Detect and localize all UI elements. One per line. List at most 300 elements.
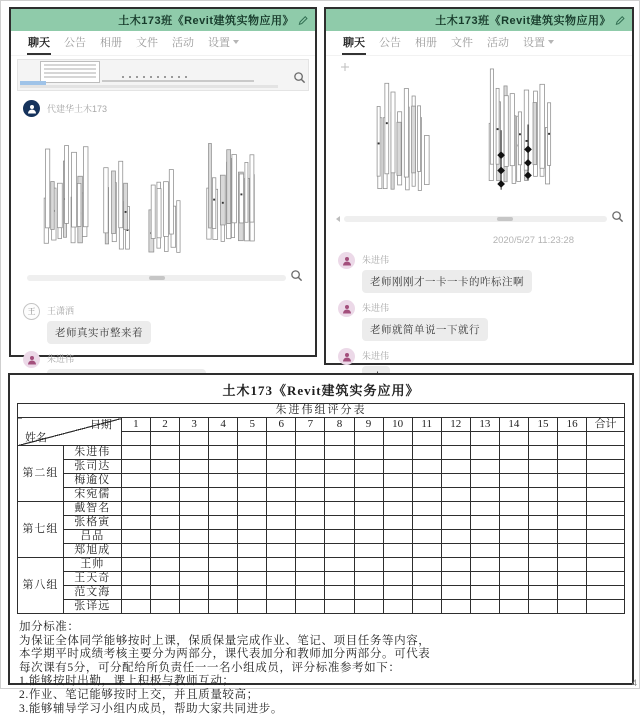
score-cell [296, 474, 325, 488]
score-cell [528, 572, 557, 586]
student-name: 王帅 [63, 558, 121, 572]
tab-files[interactable]: 文件 [136, 37, 158, 49]
score-cell [121, 558, 150, 572]
avatar[interactable] [23, 351, 40, 368]
score-cell [383, 530, 412, 544]
score-cell [558, 446, 587, 460]
tab-settings[interactable]: 设置 [201, 30, 246, 55]
score-cell [180, 446, 209, 460]
score-cell [180, 530, 209, 544]
score-cell [121, 530, 150, 544]
score-cell [470, 488, 499, 502]
model-image-attachment[interactable] [336, 60, 624, 210]
score-cell [150, 460, 179, 474]
score-cell [180, 572, 209, 586]
score-cell [121, 586, 150, 600]
score-cell [383, 572, 412, 586]
score-cell [441, 572, 470, 586]
note-line: 1.能够按时出勤，课上积极与教师互动； [19, 675, 235, 688]
day-column-header: 15 [528, 418, 557, 432]
score-cell [470, 474, 499, 488]
score-cell [325, 446, 354, 460]
score-cell [267, 544, 296, 558]
score-cell [238, 558, 267, 572]
score-cell [267, 488, 296, 502]
day-column-header: 5 [238, 418, 267, 432]
statusbar-line [102, 80, 254, 82]
score-cell [499, 474, 528, 488]
score-sheet-document [8, 373, 634, 715]
score-cell [441, 544, 470, 558]
message [338, 252, 632, 293]
score-cell [470, 446, 499, 460]
message-sender-row [23, 100, 315, 117]
sender-name: 代建华土木173 [47, 104, 108, 114]
score-cell [354, 586, 383, 600]
day-column-header: 6 [267, 418, 296, 432]
score-cell [296, 502, 325, 516]
score-cell [296, 544, 325, 558]
score-cell [558, 558, 587, 572]
message-sender-name: 朱进伟 [47, 354, 75, 364]
score-cell [121, 432, 150, 446]
tab-announcements[interactable]: 公告 [64, 37, 86, 49]
group-label: 第七组 [18, 502, 64, 558]
image-scroll-row [336, 210, 624, 228]
message-bubble: 老师刚刚才一卡一卡的咋标注啊 [362, 270, 532, 293]
score-cell [325, 600, 354, 614]
chat-title: 土木173班《Revit建筑实物应用》 [118, 15, 294, 27]
score-cell [470, 516, 499, 530]
chat-title: 土木173班《Revit建筑实物应用》 [435, 15, 611, 27]
score-cell [441, 446, 470, 460]
avatar[interactable] [23, 100, 40, 117]
score-cell [209, 516, 238, 530]
score-cell [209, 432, 238, 446]
score-cell [238, 502, 267, 516]
edit-title-icon[interactable] [298, 15, 309, 26]
day-column-header: 9 [354, 418, 383, 432]
score-cell [528, 516, 557, 530]
score-cell [354, 516, 383, 530]
score-cell [209, 558, 238, 572]
score-cell [238, 530, 267, 544]
score-cell [558, 586, 587, 600]
score-cell [383, 516, 412, 530]
score-cell [121, 600, 150, 614]
grading-notes [19, 621, 623, 716]
score-cell [441, 432, 470, 446]
score-cell [267, 432, 296, 446]
shared-screen-snippet[interactable] [17, 59, 309, 91]
message-sender-name: 朱进伟 [362, 255, 390, 265]
score-cell [238, 488, 267, 502]
score-cell [325, 586, 354, 600]
score-cell [354, 460, 383, 474]
score-cell [267, 502, 296, 516]
score-cell [121, 446, 150, 460]
score-cell [354, 446, 383, 460]
score-cell [558, 572, 587, 586]
pile-model-rendering [27, 119, 303, 267]
score-cell [296, 558, 325, 572]
score-cell [325, 572, 354, 586]
score-cell [267, 460, 296, 474]
score-cell [354, 432, 383, 446]
score-cell [238, 460, 267, 474]
score-cell [180, 516, 209, 530]
score-cell [499, 488, 528, 502]
score-cell [441, 516, 470, 530]
score-cell [296, 460, 325, 474]
chevron-down-icon [233, 40, 239, 44]
score-cell [587, 460, 625, 474]
score-cell [470, 586, 499, 600]
score-cell [354, 488, 383, 502]
note-line: 每次课有5分，可分配给所负责任一一名小组成员，评分标准参考如下： [19, 661, 401, 674]
score-cell [558, 474, 587, 488]
student-name: 张司达 [63, 460, 121, 474]
score-cell [383, 460, 412, 474]
avatar[interactable] [338, 300, 355, 317]
day-column-header: 3 [180, 418, 209, 432]
score-cell [587, 502, 625, 516]
score-cell [121, 488, 150, 502]
group-chat-window-left [9, 7, 317, 364]
score-cell [441, 586, 470, 600]
tab-chat[interactable]: 聊天 [21, 30, 57, 55]
score-cell [209, 600, 238, 614]
score-cell [267, 572, 296, 586]
score-cell [238, 600, 267, 614]
score-cell [150, 446, 179, 460]
tab-albums[interactable]: 相册 [415, 37, 437, 49]
score-cell [412, 516, 441, 530]
score-cell [296, 530, 325, 544]
document-title: 土木173《Revit建筑实务应用》 [222, 383, 420, 398]
message-sender-name: 王潇洒 [47, 306, 75, 316]
score-cell [325, 502, 354, 516]
score-cell [441, 460, 470, 474]
score-cell [296, 600, 325, 614]
score-cell [470, 432, 499, 446]
score-cell [267, 586, 296, 600]
diagonal-header-cell [18, 418, 122, 446]
score-cell [209, 572, 238, 586]
message-sender-name: 朱进伟 [362, 351, 390, 361]
score-cell [209, 586, 238, 600]
score-cell [325, 432, 354, 446]
tab-settings[interactable]: 设置 [516, 30, 561, 55]
score-cell [383, 432, 412, 446]
score-cell [412, 544, 441, 558]
note-line: 为保证全体同学能够按时上课，保质保量完成作业、笔记、项目任务等内容， [19, 634, 431, 647]
student-name: 梅逾仪 [63, 474, 121, 488]
score-cell [121, 460, 150, 474]
scroll-left-arrow-icon[interactable] [336, 216, 340, 222]
student-name: 张格寅 [63, 516, 121, 530]
score-cell [121, 474, 150, 488]
chat-header [11, 9, 315, 31]
table-caption: 朱进伟组评分表 [18, 404, 625, 418]
score-cell [412, 558, 441, 572]
score-cell [499, 530, 528, 544]
edit-title-icon[interactable] [615, 15, 626, 26]
score-cell [441, 502, 470, 516]
score-cell [412, 530, 441, 544]
score-cell [238, 474, 267, 488]
score-cell [412, 502, 441, 516]
horizontal-scrollbar[interactable] [344, 216, 607, 222]
score-cell [499, 572, 528, 586]
tab-bar [326, 31, 632, 56]
score-cell [412, 488, 441, 502]
score-cell [325, 516, 354, 530]
score-table [17, 403, 625, 614]
scrollbar-thumb[interactable] [497, 217, 513, 221]
score-cell [209, 530, 238, 544]
score-cell [587, 446, 625, 460]
score-cell [558, 502, 587, 516]
score-cell [267, 446, 296, 460]
group-label: 第八组 [18, 558, 64, 614]
score-cell [412, 432, 441, 446]
chevron-down-icon [548, 40, 554, 44]
score-cell [441, 600, 470, 614]
student-name: 王天奇 [63, 572, 121, 586]
score-cell [238, 446, 267, 460]
chat-header [326, 9, 632, 31]
score-cell [558, 516, 587, 530]
score-cell [558, 432, 587, 446]
score-cell [558, 460, 587, 474]
tab-files[interactable]: 文件 [451, 37, 473, 49]
score-cell [587, 572, 625, 586]
view-nav-icon [340, 62, 350, 72]
score-cell [238, 572, 267, 586]
student-name: 宋宛儒 [63, 488, 121, 502]
note-line: 本学期平时成绩考核主要分为两部分，课代表加分和教师加分两部分。可代表 [19, 648, 431, 661]
score-cell [558, 488, 587, 502]
score-cell [325, 460, 354, 474]
score-cell [528, 474, 557, 488]
statusbar-text [122, 76, 192, 78]
message-sender-name: 朱进伟 [362, 303, 390, 313]
score-cell [325, 544, 354, 558]
tab-activities[interactable]: 活动 [172, 37, 194, 49]
score-cell [528, 502, 557, 516]
score-cell [180, 544, 209, 558]
score-cell [150, 474, 179, 488]
score-cell [412, 460, 441, 474]
score-cell [499, 600, 528, 614]
tab-bar [11, 31, 315, 56]
score-cell [150, 544, 179, 558]
score-cell [296, 572, 325, 586]
note-line: 3.能够辅导学习小组内成员，帮助大家共同进步。 [19, 702, 283, 715]
message-timestamp: 2020/5/27 11:23:28 [492, 235, 574, 246]
score-cell [238, 432, 267, 446]
score-cell [296, 432, 325, 446]
day-column-header: 11 [412, 418, 441, 432]
group-chat-window-right [324, 7, 634, 365]
score-cell [383, 586, 412, 600]
tab-announcements[interactable]: 公告 [379, 37, 401, 49]
mini-properties-panel [40, 61, 100, 83]
avatar[interactable] [338, 348, 355, 365]
score-cell [296, 488, 325, 502]
score-cell [499, 586, 528, 600]
score-cell [412, 474, 441, 488]
message-bubble: 老师就简单说一下就行 [362, 318, 488, 341]
score-cell [325, 558, 354, 572]
score-cell [470, 460, 499, 474]
score-cell [528, 600, 557, 614]
day-column-header: 14 [499, 418, 528, 432]
score-cell [238, 544, 267, 558]
horizontal-scrollbar[interactable] [27, 275, 286, 281]
student-name: 吕品 [63, 530, 121, 544]
score-cell [528, 432, 557, 446]
score-cell [267, 530, 296, 544]
student-name: 范文海 [63, 586, 121, 600]
score-cell [499, 460, 528, 474]
score-cell [150, 586, 179, 600]
score-cell [383, 488, 412, 502]
avatar[interactable]: 王 [23, 303, 40, 320]
diag-label-name: 姓名 [25, 432, 47, 444]
score-cell [499, 516, 528, 530]
score-cell [121, 502, 150, 516]
score-cell [383, 502, 412, 516]
zoom-icon[interactable] [611, 210, 624, 228]
message [338, 300, 632, 341]
score-cell [587, 600, 625, 614]
score-cell [267, 600, 296, 614]
score-cell [325, 530, 354, 544]
score-cell [558, 600, 587, 614]
scrollbar-thumb[interactable] [149, 276, 165, 280]
student-name: 张译远 [63, 600, 121, 614]
score-cell [412, 572, 441, 586]
tab-albums[interactable]: 相册 [100, 37, 122, 49]
score-cell [470, 600, 499, 614]
score-cell [238, 516, 267, 530]
score-cell [470, 572, 499, 586]
day-column-header: 10 [383, 418, 412, 432]
score-cell [267, 516, 296, 530]
score-cell [470, 558, 499, 572]
score-cell [499, 544, 528, 558]
score-cell [412, 600, 441, 614]
score-cell [587, 474, 625, 488]
score-cell [528, 530, 557, 544]
day-column-header: 8 [325, 418, 354, 432]
score-cell [180, 586, 209, 600]
score-cell [267, 558, 296, 572]
score-cell [528, 460, 557, 474]
score-cell [383, 544, 412, 558]
score-cell [383, 446, 412, 460]
model-image-attachment[interactable] [27, 119, 303, 267]
score-cell [209, 446, 238, 460]
score-cell [180, 460, 209, 474]
score-cell [470, 530, 499, 544]
score-cell [209, 544, 238, 558]
score-cell [528, 586, 557, 600]
score-cell [383, 474, 412, 488]
page-marker: 4 [631, 678, 637, 688]
score-cell [412, 446, 441, 460]
score-cell [296, 446, 325, 460]
score-cell [150, 516, 179, 530]
score-cell [180, 558, 209, 572]
score-cell [209, 502, 238, 516]
tab-chat[interactable]: 聊天 [336, 30, 372, 55]
score-cell [150, 432, 179, 446]
score-cell [354, 572, 383, 586]
score-cell [441, 558, 470, 572]
score-cell [354, 530, 383, 544]
note-line: 2.作业、笔记能够按时上交，并且质量较高； [19, 688, 259, 701]
score-cell [587, 586, 625, 600]
score-cell [587, 516, 625, 530]
score-cell [121, 572, 150, 586]
score-cell [441, 488, 470, 502]
score-cell [383, 600, 412, 614]
score-cell [180, 600, 209, 614]
score-cell [499, 558, 528, 572]
tab-activities[interactable]: 活动 [487, 37, 509, 49]
score-cell [209, 474, 238, 488]
score-cell [354, 600, 383, 614]
zoom-icon[interactable] [293, 71, 306, 89]
student-name: 郑旭成 [63, 544, 121, 558]
pile-model-rendering [336, 60, 624, 210]
score-cell [238, 586, 267, 600]
score-cell [180, 474, 209, 488]
zoom-icon[interactable] [290, 269, 303, 287]
image-scroll-row [27, 269, 303, 287]
score-cell [383, 558, 412, 572]
score-cell [412, 586, 441, 600]
score-cell [150, 572, 179, 586]
score-cell [528, 446, 557, 460]
message-bubble: 老师真实市整来着 [47, 321, 151, 344]
score-cell [296, 586, 325, 600]
person-icon [26, 103, 38, 115]
score-cell [499, 432, 528, 446]
group-label: 第二组 [18, 446, 64, 502]
score-cell [528, 558, 557, 572]
day-column-header: 7 [296, 418, 325, 432]
score-cell [150, 502, 179, 516]
score-cell [121, 516, 150, 530]
day-column-header: 12 [441, 418, 470, 432]
day-column-header: 4 [209, 418, 238, 432]
score-cell [325, 474, 354, 488]
score-cell [150, 600, 179, 614]
score-cell [587, 432, 625, 446]
score-cell [587, 558, 625, 572]
avatar[interactable] [338, 252, 355, 269]
score-cell [441, 530, 470, 544]
score-cell [296, 516, 325, 530]
score-cell [354, 544, 383, 558]
student-name: 戴智名 [63, 502, 121, 516]
score-cell [354, 474, 383, 488]
diag-label-date: 日期 [89, 419, 112, 431]
